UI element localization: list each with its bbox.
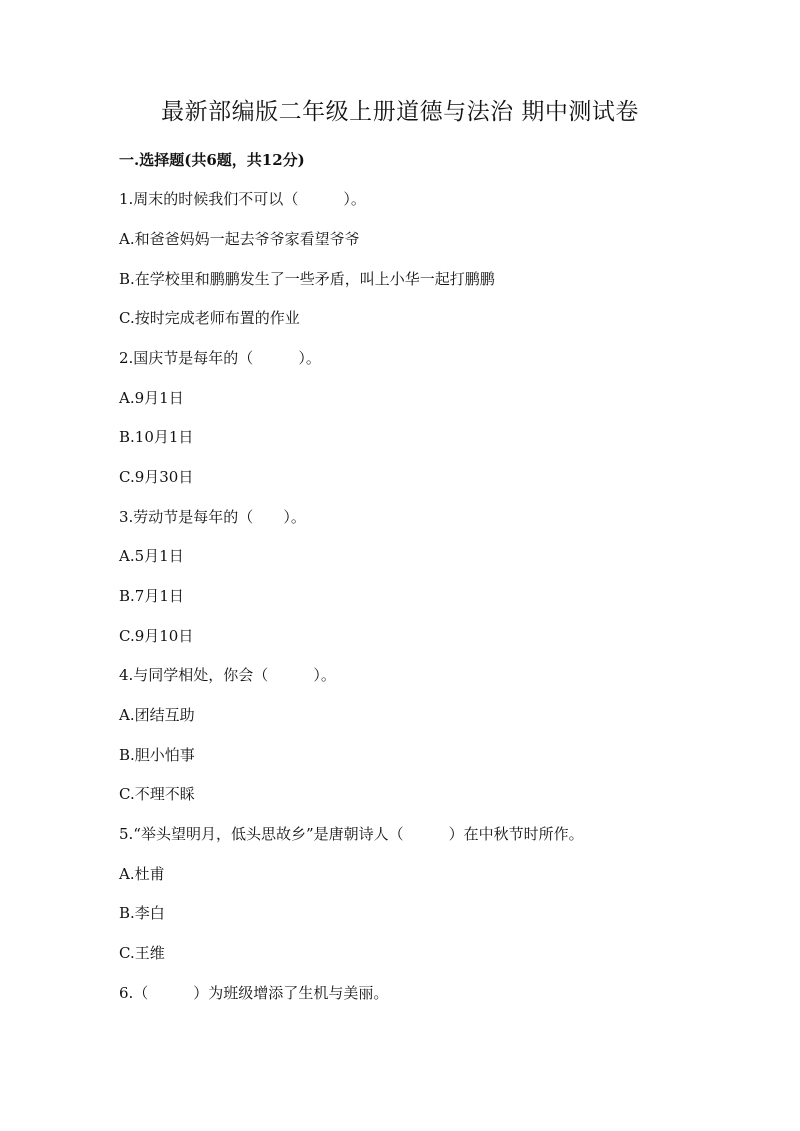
question-1-option-c: C.按时完成老师布置的作业 bbox=[119, 309, 300, 327]
question-1-option-a: A.和爸爸妈妈一起去爷爷家看望爷爷 bbox=[119, 230, 360, 248]
question-5-option-c: C.王维 bbox=[119, 944, 165, 962]
question-3-option-a: A.5月1日 bbox=[119, 547, 184, 565]
question-stem-6: 6.（ ）为班级增添了生机与美丽。 bbox=[119, 984, 389, 1002]
question-stem-5: 5.“举头望明月，低头思故乡”是唐朝诗人（ ）在中秋节时所作。 bbox=[119, 825, 584, 843]
question-stem-1: 1.周末的时候我们不可以（ ）。 bbox=[119, 190, 366, 208]
question-4-option-c: C.不理不睬 bbox=[119, 785, 195, 803]
question-2-option-a: A.9月1日 bbox=[119, 389, 184, 407]
question-stem-4: 4.与同学相处，你会（ ）。 bbox=[119, 666, 336, 684]
question-3-option-b: B.7月1日 bbox=[119, 587, 184, 605]
section-heading: 一.选择题(共6题，共12分) bbox=[119, 151, 305, 169]
question-3-option-c: C.9月10日 bbox=[119, 627, 194, 645]
question-stem-2: 2.国庆节是每年的（ ）。 bbox=[119, 349, 321, 367]
page-title: 最新部编版二年级上册道德与法治 期中测试卷 bbox=[161, 99, 639, 125]
question-5-option-b: B.李白 bbox=[119, 904, 165, 922]
question-1-option-b: B.在学校里和鹏鹏发生了一些矛盾，叫上小华一起打鹏鹏 bbox=[119, 270, 495, 288]
question-2-option-c: C.9月30日 bbox=[119, 468, 194, 486]
question-4-option-b: B.胆小怕事 bbox=[119, 746, 195, 764]
question-stem-3: 3.劳动节是每年的（ ）。 bbox=[119, 508, 306, 526]
question-2-option-b: B.10月1日 bbox=[119, 428, 194, 446]
question-4-option-a: A.团结互助 bbox=[119, 706, 195, 724]
question-5-option-a: A.杜甫 bbox=[119, 865, 165, 883]
